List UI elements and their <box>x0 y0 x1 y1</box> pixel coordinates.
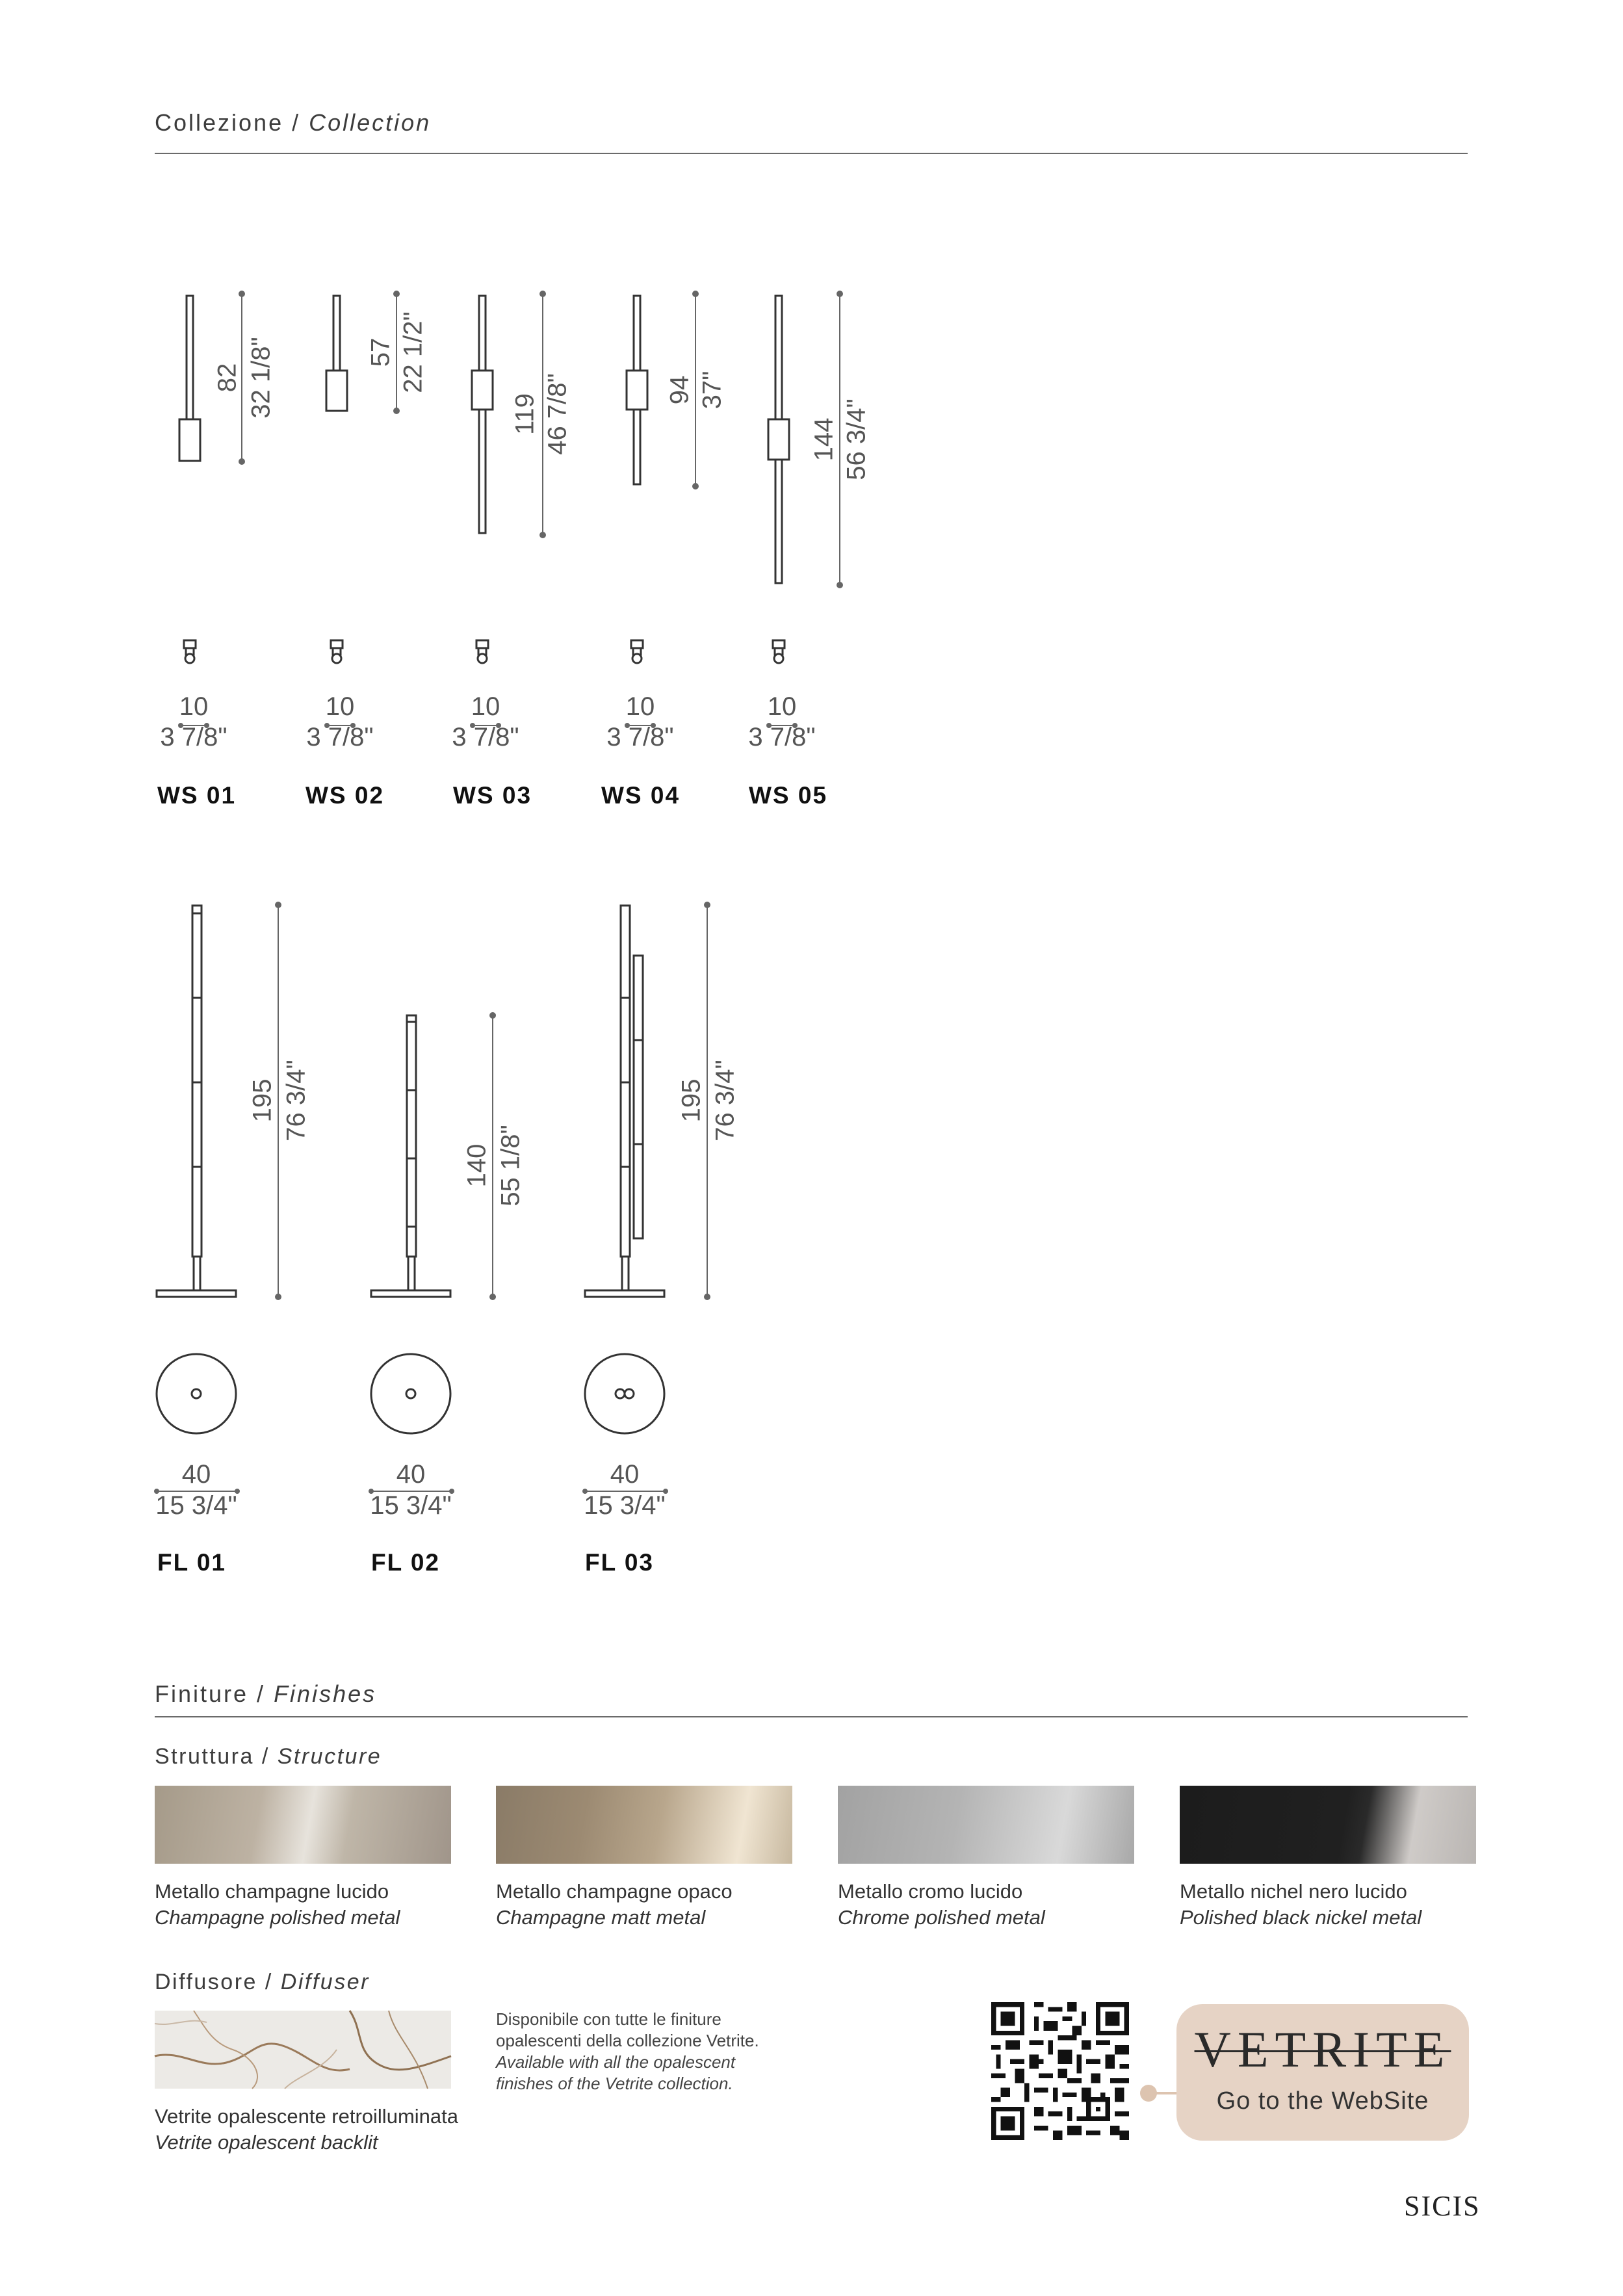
finish-1-label: Metallo champagne lucido Champagne polished metal <box>155 1880 400 1929</box>
promo-connector <box>1139 2083 1178 2103</box>
go-to-website-label: Go to the WebSite <box>1216 2087 1429 2115</box>
ws04-height-in: 37" <box>697 371 727 410</box>
qr-code-icon[interactable] <box>991 2002 1129 2140</box>
diffuser-label: Vetrite opalescente retroilluminata Vetrite opalescent backlit <box>155 2105 458 2154</box>
ws04-height-cm: 94 <box>665 375 694 405</box>
ws04-width-in: 3 7/8" <box>606 723 674 751</box>
vetrite-website-button[interactable] <box>1176 2004 1469 2141</box>
ws01-width-cm: 10 <box>179 692 209 721</box>
finishes-title: Finiture / Finishes <box>155 1680 377 1707</box>
ws05-code: WS 05 <box>749 782 828 809</box>
structure-title: Struttura / Structure <box>155 1744 382 1769</box>
ws01-width-in: 3 7/8" <box>160 723 227 751</box>
swatch-champagne-polished <box>155 1786 451 1864</box>
finish-3-label: Metallo cromo lucido Chrome polished metal <box>838 1880 1045 1929</box>
fl03-height-in: 76 3/4" <box>710 1060 740 1141</box>
ws02-width-cm: 10 <box>325 692 355 721</box>
fl02-code: FL 02 <box>371 1549 440 1576</box>
ws03-height-cm: 119 <box>510 393 539 435</box>
finish-4-label: Metallo nichel nero lucido Polished black nickel metal <box>1180 1880 1422 1929</box>
finish-2-label: Metallo champagne opaco Champagne matt metal <box>496 1880 733 1929</box>
collection-title: Collezione / Collection <box>155 109 432 136</box>
ws02-height-in: 22 1/2" <box>398 311 428 393</box>
ws01-code: WS 01 <box>157 782 237 809</box>
ws03-width-cm: 10 <box>471 692 500 721</box>
fl03-width-in: 15 3/4" <box>584 1491 666 1520</box>
ws03-width-in: 3 7/8" <box>452 723 519 751</box>
ws01-height-cm: 82 <box>213 363 242 393</box>
ws02-code: WS 02 <box>305 782 385 809</box>
fl02-width-in: 15 3/4" <box>370 1491 452 1520</box>
ws05-height-cm: 144 <box>809 417 838 462</box>
fl03-width-cm: 40 <box>610 1460 640 1489</box>
diffuser-note: Disponibile con tutte le finiture opalescenti della collezione Vetrite. Available with all the opalescent finishes of the Vetrite collection. <box>496 2009 759 2093</box>
fl02-height-in: 55 1/8" <box>496 1125 525 1207</box>
fl02-height-cm: 140 <box>462 1143 491 1188</box>
ws03-code: WS 03 <box>453 782 532 809</box>
vetrite-logo: VETRITE <box>1194 2021 1451 2078</box>
fl01-code: FL 01 <box>157 1549 226 1576</box>
ws04-width-cm: 10 <box>625 692 655 721</box>
ws01-height-in: 32 1/8" <box>246 337 276 419</box>
finishes-rule <box>155 1716 1468 1717</box>
fl01-height-in: 76 3/4" <box>281 1060 311 1141</box>
swatch-champagne-matt <box>496 1786 792 1864</box>
fl01-height-cm: 195 <box>248 1078 277 1123</box>
fl03-height-cm: 195 <box>677 1078 706 1123</box>
sicis-logo: SICIS <box>1404 2190 1481 2222</box>
fl01-width-cm: 40 <box>181 1460 211 1489</box>
ws04-code: WS 04 <box>601 782 681 809</box>
ws05-width-cm: 10 <box>767 692 797 721</box>
diffuser-title: Diffusore / Diffuser <box>155 1970 370 1994</box>
ws03-height-in: 46 7/8" <box>543 373 572 455</box>
fl02-width-cm: 40 <box>396 1460 426 1489</box>
swatch-black-nickel <box>1180 1786 1476 1864</box>
fl03-code: FL 03 <box>585 1549 654 1576</box>
ws05-width-in: 3 7/8" <box>748 723 816 751</box>
ws02-height-cm: 57 <box>366 337 395 367</box>
fl01-width-in: 15 3/4" <box>155 1491 237 1520</box>
swatch-vetrite-marble <box>155 2011 451 2089</box>
ws05-height-in: 56 3/4" <box>842 398 871 480</box>
ws02-width-in: 3 7/8" <box>306 723 374 751</box>
swatch-chrome-polished <box>838 1786 1134 1864</box>
